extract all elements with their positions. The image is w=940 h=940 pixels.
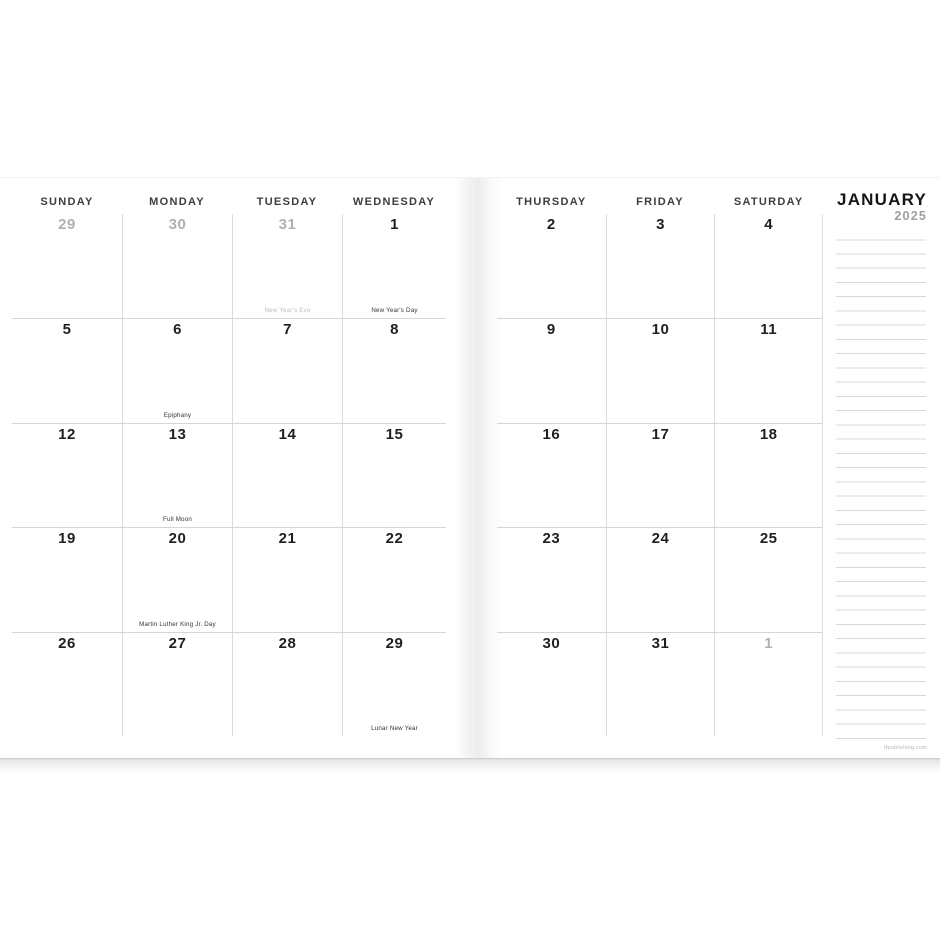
day-cell <box>232 423 342 527</box>
day-cell <box>714 632 823 736</box>
day-cell <box>342 214 446 318</box>
weekday-header: SATURDAY <box>733 196 804 208</box>
date-number: 28 <box>278 634 297 652</box>
weekday-header: THURSDAY <box>516 196 587 208</box>
right-page-weekday-headers <box>497 195 823 209</box>
holiday-label: New Year's Eve <box>264 307 311 315</box>
day-cell <box>342 423 446 527</box>
date-number: 25 <box>759 530 778 548</box>
year-label: 2025 <box>894 209 927 223</box>
day-cell <box>122 632 232 736</box>
weekday-header: FRIDAY <box>636 196 684 208</box>
website-caption: tfpublishing.com <box>884 745 927 751</box>
date-number: 12 <box>58 425 76 443</box>
day-cell <box>12 214 122 318</box>
day-cell <box>12 527 122 631</box>
day-cell <box>606 527 715 631</box>
holiday-label: Lunar New Year <box>371 724 418 732</box>
planner-spread <box>0 177 940 759</box>
date-number: 24 <box>651 530 670 548</box>
day-cell <box>122 423 232 527</box>
day-cell <box>12 318 122 422</box>
date-number: 19 <box>58 530 76 548</box>
date-number: 16 <box>542 425 561 443</box>
date-number: 3 <box>656 216 665 233</box>
date-number: 27 <box>168 634 187 652</box>
month-header <box>837 190 927 224</box>
day-cell <box>606 214 715 318</box>
day-cell <box>342 318 446 422</box>
date-number: 17 <box>651 425 670 443</box>
day-cell <box>714 423 823 527</box>
date-number: 26 <box>58 634 76 652</box>
date-number: 23 <box>542 530 561 548</box>
holiday-label: Full Moon <box>163 516 192 524</box>
date-number: 6 <box>173 321 182 339</box>
date-number: 4 <box>764 216 774 233</box>
day-cell <box>122 214 232 318</box>
day-cell <box>12 423 122 527</box>
date-number: 13 <box>168 425 187 443</box>
day-cell <box>497 318 606 422</box>
date-number: 29 <box>58 216 76 233</box>
date-number: 29 <box>385 634 404 652</box>
day-cell <box>497 527 606 631</box>
day-cell <box>497 214 606 318</box>
date-number: 22 <box>385 530 404 548</box>
weekday-header: WEDNESDAY <box>352 196 436 208</box>
date-number: 5 <box>62 321 72 339</box>
date-number: 8 <box>390 321 399 339</box>
day-cell <box>232 632 342 736</box>
day-cell <box>122 527 232 631</box>
date-number: 14 <box>278 425 297 443</box>
day-cell <box>12 632 122 736</box>
holiday-label: New Year's Day <box>371 307 418 315</box>
date-number: 20 <box>168 530 187 548</box>
day-cell <box>497 423 606 527</box>
holiday-label: Epiphany <box>163 411 192 419</box>
day-cell <box>232 214 342 318</box>
weekday-header: SUNDAY <box>40 196 94 208</box>
date-number: 1 <box>764 634 774 652</box>
date-number: 30 <box>542 634 561 652</box>
page-bottom-shadow <box>0 758 940 776</box>
day-cell <box>122 318 232 422</box>
day-cell <box>232 318 342 422</box>
date-number: 11 <box>760 321 778 339</box>
date-number: 9 <box>546 321 556 339</box>
date-number: 18 <box>759 425 778 443</box>
date-number: 2 <box>546 216 556 233</box>
holiday-label: Martin Luther King Jr. Day <box>139 620 216 628</box>
day-cell <box>714 318 823 422</box>
notes-lines <box>836 226 926 739</box>
month-title: JANUARY <box>837 190 927 209</box>
weekday-header: MONDAY <box>149 196 205 208</box>
day-cell <box>714 527 823 631</box>
left-page-day-grid <box>12 214 446 736</box>
day-cell <box>342 632 446 736</box>
date-number: 15 <box>385 425 404 443</box>
left-page-weekday-headers <box>12 195 446 209</box>
day-cell <box>342 527 446 631</box>
day-cell <box>714 214 823 318</box>
right-page-day-grid <box>497 214 823 736</box>
date-number: 7 <box>283 321 292 339</box>
date-number: 30 <box>168 216 187 233</box>
date-number: 31 <box>651 634 670 652</box>
date-number: 10 <box>651 321 670 339</box>
weekday-header: TUESDAY <box>256 196 318 208</box>
day-cell <box>497 632 606 736</box>
day-cell <box>606 632 715 736</box>
date-number: 31 <box>278 216 297 233</box>
day-cell <box>232 527 342 631</box>
date-number: 21 <box>278 530 297 548</box>
date-number: 1 <box>390 216 399 233</box>
day-cell <box>606 318 715 422</box>
day-cell <box>606 423 715 527</box>
